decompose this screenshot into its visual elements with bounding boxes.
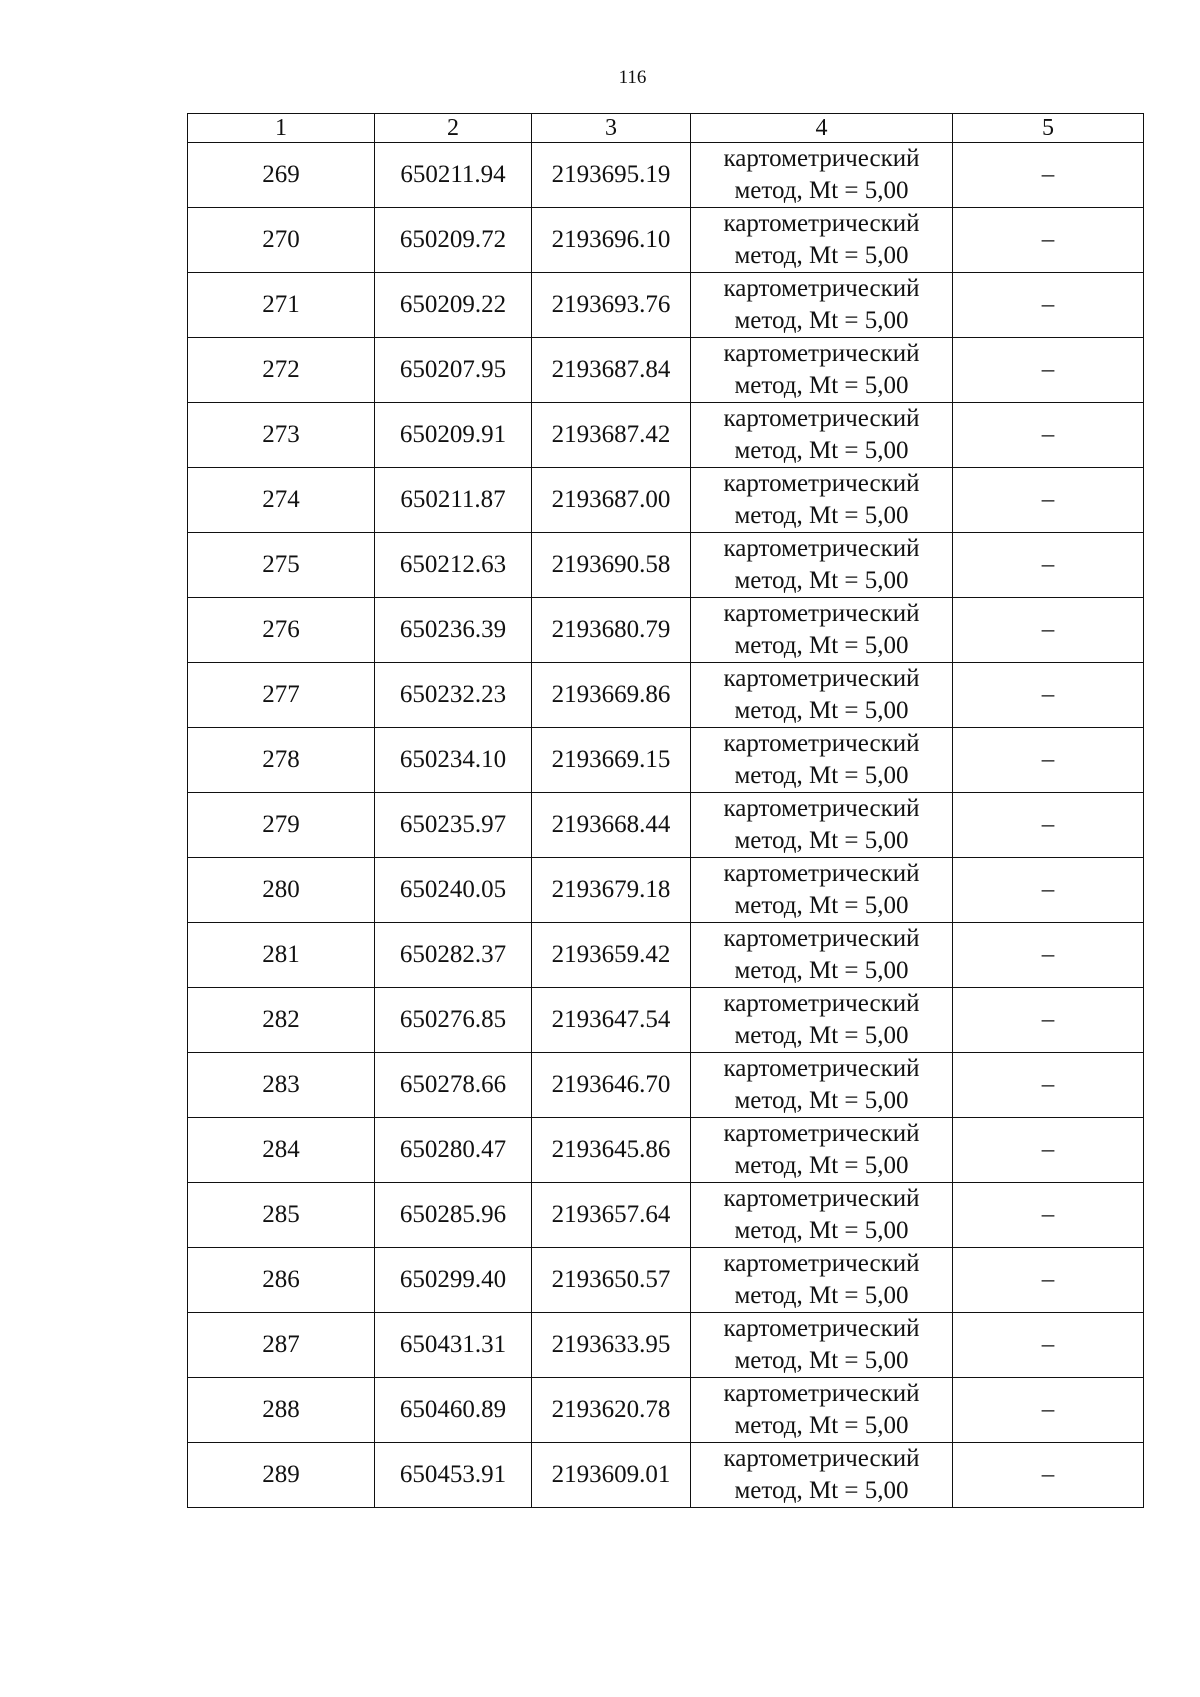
method-line-2: метод, Mt = 5,00 [734,697,909,724]
method-cell [691,273,953,338]
point-number-cell: 280 [188,858,375,923]
method-line-2: метод, Mt = 5,00 [734,1347,909,1374]
method-line-1: картометрический [723,1250,920,1277]
method-cell [691,143,953,208]
column-5-cell: – [953,338,1144,403]
method-line-2: метод, Mt = 5,00 [734,1412,909,1439]
method-cell [691,858,953,923]
point-number-cell: 272 [188,338,375,403]
method-line-1: картометрический [723,145,920,172]
method-line-1: картометрический [723,275,920,302]
y-coordinate-cell: 2193633.95 [532,1313,691,1378]
y-coordinate-cell: 2193687.00 [532,468,691,533]
column-5-cell: – [953,1378,1144,1443]
header-cell-2: 2 [375,114,532,143]
table-row [188,143,1144,208]
y-coordinate-cell: 2193687.84 [532,338,691,403]
method-cell [691,663,953,728]
point-number-cell: 279 [188,793,375,858]
x-coordinate-cell: 650431.31 [375,1313,532,1378]
point-number-cell: 288 [188,1378,375,1443]
table-row [188,793,1144,858]
x-coordinate-cell: 650278.66 [375,1053,532,1118]
x-coordinate-cell: 650282.37 [375,923,532,988]
column-5-cell: – [953,1183,1144,1248]
method-line-2: метод, Mt = 5,00 [734,502,909,529]
column-5-cell: – [953,1443,1144,1508]
method-cell [691,598,953,663]
method-line-1: картометрический [723,990,920,1017]
x-coordinate-cell: 650235.97 [375,793,532,858]
table-row [188,533,1144,598]
method-cell [691,793,953,858]
method-cell [691,1053,953,1118]
table-row [188,663,1144,728]
method-line-2: метод, Mt = 5,00 [734,1217,909,1244]
column-5-cell: – [953,273,1144,338]
x-coordinate-cell: 650209.72 [375,208,532,273]
method-line-2: метод, Mt = 5,00 [734,372,909,399]
method-line-1: картометрический [723,1120,920,1147]
method-line-1: картометрический [723,1445,920,1472]
point-number-cell: 269 [188,143,375,208]
table-body [188,143,1144,1508]
method-line-2: метод, Mt = 5,00 [734,632,909,659]
table-row [188,403,1144,468]
table-row [188,923,1144,988]
method-cell [691,338,953,403]
method-cell [691,468,953,533]
y-coordinate-cell: 2193679.18 [532,858,691,923]
x-coordinate-cell: 650211.87 [375,468,532,533]
method-cell [691,533,953,598]
method-cell [691,403,953,468]
method-line-2: метод, Mt = 5,00 [734,567,909,594]
x-coordinate-cell: 650232.23 [375,663,532,728]
y-coordinate-cell: 2193693.76 [532,273,691,338]
method-line-2: метод, Mt = 5,00 [734,1477,909,1504]
method-line-1: картометрический [723,405,920,432]
method-line-2: метод, Mt = 5,00 [734,437,909,464]
column-5-cell: – [953,988,1144,1053]
point-number-cell: 287 [188,1313,375,1378]
column-5-cell: – [953,1053,1144,1118]
method-line-1: картометрический [723,1380,920,1407]
method-cell [691,1443,953,1508]
x-coordinate-cell: 650453.91 [375,1443,532,1508]
method-line-2: метод, Mt = 5,00 [734,1152,909,1179]
point-number-cell: 273 [188,403,375,468]
table-header-row [188,114,1144,143]
table-row [188,1443,1144,1508]
point-number-cell: 276 [188,598,375,663]
method-cell [691,1313,953,1378]
table-row [188,273,1144,338]
table-row [188,1248,1144,1313]
method-line-1: картометрический [723,1315,920,1342]
column-5-cell: – [953,1118,1144,1183]
y-coordinate-cell: 2193687.42 [532,403,691,468]
y-coordinate-cell: 2193680.79 [532,598,691,663]
x-coordinate-cell: 650280.47 [375,1118,532,1183]
column-5-cell: – [953,143,1144,208]
method-line-2: метод, Mt = 5,00 [734,307,909,334]
y-coordinate-cell: 2193696.10 [532,208,691,273]
method-line-2: метод, Mt = 5,00 [734,957,909,984]
x-coordinate-cell: 650299.40 [375,1248,532,1313]
x-coordinate-cell: 650276.85 [375,988,532,1053]
method-line-2: метод, Mt = 5,00 [734,892,909,919]
x-coordinate-cell: 650207.95 [375,338,532,403]
x-coordinate-cell: 650285.96 [375,1183,532,1248]
table-row [188,858,1144,923]
y-coordinate-cell: 2193695.19 [532,143,691,208]
column-5-cell: – [953,923,1144,988]
column-5-cell: – [953,1248,1144,1313]
point-number-cell: 281 [188,923,375,988]
point-number-cell: 277 [188,663,375,728]
x-coordinate-cell: 650209.91 [375,403,532,468]
method-cell [691,923,953,988]
table-row [188,728,1144,793]
table-row [188,208,1144,273]
header-cell-3: 3 [532,114,691,143]
column-5-cell: – [953,858,1144,923]
point-number-cell: 289 [188,1443,375,1508]
method-line-2: метод, Mt = 5,00 [734,1282,909,1309]
method-cell [691,1248,953,1313]
column-5-cell: – [953,208,1144,273]
y-coordinate-cell: 2193659.42 [532,923,691,988]
point-number-cell: 274 [188,468,375,533]
coordinates-table [187,113,1144,1508]
method-line-1: картометрический [723,1185,920,1212]
method-line-2: метод, Mt = 5,00 [734,177,909,204]
method-line-1: картометрический [723,795,920,822]
method-line-2: метод, Mt = 5,00 [734,242,909,269]
column-5-cell: – [953,1313,1144,1378]
y-coordinate-cell: 2193646.70 [532,1053,691,1118]
method-cell [691,1183,953,1248]
x-coordinate-cell: 650240.05 [375,858,532,923]
table-row [188,1313,1144,1378]
column-5-cell: – [953,728,1144,793]
method-line-1: картометрический [723,340,920,367]
method-line-1: картометрический [723,600,920,627]
y-coordinate-cell: 2193669.15 [532,728,691,793]
point-number-cell: 283 [188,1053,375,1118]
method-line-1: картометрический [723,1055,920,1082]
point-number-cell: 285 [188,1183,375,1248]
method-cell [691,988,953,1053]
method-line-2: метод, Mt = 5,00 [734,1022,909,1049]
method-line-1: картометрический [723,535,920,562]
x-coordinate-cell: 650209.22 [375,273,532,338]
column-5-cell: – [953,403,1144,468]
y-coordinate-cell: 2193620.78 [532,1378,691,1443]
point-number-cell: 286 [188,1248,375,1313]
column-5-cell: – [953,468,1144,533]
x-coordinate-cell: 650234.10 [375,728,532,793]
column-5-cell: – [953,663,1144,728]
y-coordinate-cell: 2193647.54 [532,988,691,1053]
y-coordinate-cell: 2193650.57 [532,1248,691,1313]
x-coordinate-cell: 650212.63 [375,533,532,598]
method-line-1: картометрический [723,730,920,757]
y-coordinate-cell: 2193645.86 [532,1118,691,1183]
table-row [188,1118,1144,1183]
table-row [188,338,1144,403]
point-number-cell: 284 [188,1118,375,1183]
header-cell-5: 5 [953,114,1144,143]
column-5-cell: – [953,598,1144,663]
y-coordinate-cell: 2193668.44 [532,793,691,858]
column-5-cell: – [953,533,1144,598]
y-coordinate-cell: 2193657.64 [532,1183,691,1248]
point-number-cell: 278 [188,728,375,793]
method-line-1: картометрический [723,210,920,237]
point-number-cell: 282 [188,988,375,1053]
header-cell-4: 4 [691,114,953,143]
x-coordinate-cell: 650460.89 [375,1378,532,1443]
table-row [188,988,1144,1053]
method-cell [691,728,953,793]
method-line-1: картометрический [723,860,920,887]
method-cell [691,1378,953,1443]
column-5-cell: – [953,793,1144,858]
header-cell-1: 1 [188,114,375,143]
table-row [188,1053,1144,1118]
y-coordinate-cell: 2193669.86 [532,663,691,728]
method-line-2: метод, Mt = 5,00 [734,827,909,854]
table-row [188,1378,1144,1443]
x-coordinate-cell: 650236.39 [375,598,532,663]
method-line-1: картометрический [723,925,920,952]
method-cell [691,208,953,273]
point-number-cell: 270 [188,208,375,273]
table-row [188,1183,1144,1248]
y-coordinate-cell: 2193609.01 [532,1443,691,1508]
method-cell [691,1118,953,1183]
point-number-cell: 275 [188,533,375,598]
table-row [188,468,1144,533]
point-number-cell: 271 [188,273,375,338]
method-line-1: картометрический [723,470,920,497]
method-line-2: метод, Mt = 5,00 [734,1087,909,1114]
method-line-2: метод, Mt = 5,00 [734,762,909,789]
y-coordinate-cell: 2193690.58 [532,533,691,598]
page-number: 116 [618,67,647,88]
method-line-1: картометрический [723,665,920,692]
x-coordinate-cell: 650211.94 [375,143,532,208]
table-row [188,598,1144,663]
